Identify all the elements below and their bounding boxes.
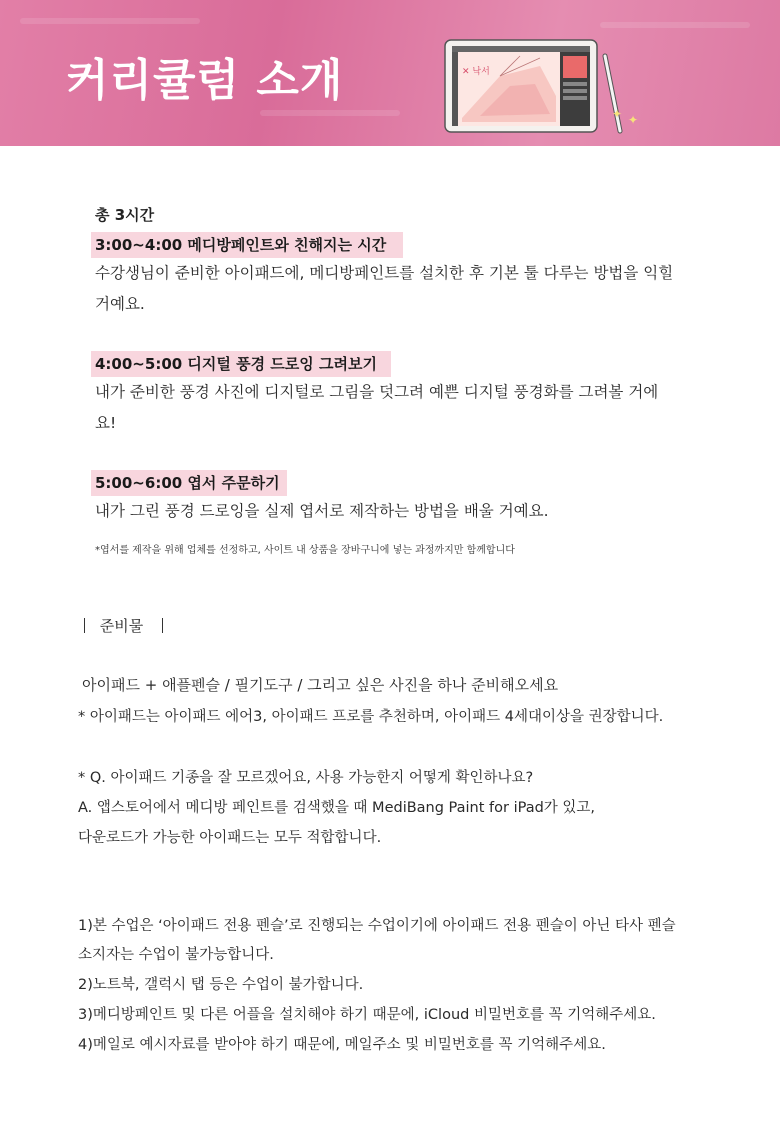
notice-2: 2)노트북, 갤럭시 탭 등은 수업이 불가합니다.	[78, 977, 364, 993]
notice-3: 3)메디방페인트 및 다른 어플을 설치해야 하기 때문에, iCloud 비밀번호를 꼭 기억해주세요.	[78, 1007, 656, 1023]
heading-bar-right	[162, 618, 163, 633]
svg-text:✦: ✦	[628, 113, 639, 127]
materials-heading-text: 준비물	[99, 617, 144, 635]
ipad-recommendation: * 아이패드는 아이패드 에어3, 아이패드 프로를 추천하며, 아이패드 4세대이상을 권장합니다.	[78, 709, 664, 725]
faq-answer-line-1: A. 앱스토어에서 메디방 페인트를 검색했을 때 MediBang Paint for iPad가 있고,	[78, 800, 596, 816]
banner-texture	[600, 22, 750, 28]
banner-texture	[20, 18, 200, 24]
ipad-drawing-illustration	[440, 36, 660, 146]
heading-bar-left	[84, 618, 85, 633]
materials-heading	[84, 615, 163, 636]
notice-1: 1)본 수업은 ‘아이패드 전용 펜슬’로 진행되는 수업이기에 아이패드 전용 펜슬이 아닌 타사 펜슬	[78, 918, 676, 934]
faq-question: * Q. 아이패드 기종을 잘 모르겠어요, 사용 가능한지 어떻게 확인하나요?	[78, 770, 534, 786]
total-duration: 총 3시간	[95, 206, 155, 224]
faq-answer-line-2: 다운로드가 가능한 아이패드는 모두 적합합니다.	[78, 830, 382, 846]
footnote: *엽서를 제작을 위해 업체를 선정하고, 사이트 내 상품을 장바구니에 넣는 과정까지만 함께합니다	[95, 545, 515, 556]
banner-texture	[260, 110, 400, 116]
session-2-description: 내가 준비한 풍경 사진에 디지털로 그림을 덧그려 예쁜 디지털 풍경화를 그려볼 거에요!	[95, 383, 659, 432]
materials-list: 아이패드 + 애플펜슬 / 필기도구 / 그리고 싶은 사진을 하나 준비해오세요	[82, 676, 559, 694]
session-1-description: 수강생님이 준비한 아이패드에, 메디방페인트를 설치한 후 기본 툴 다루는 방법을 익힐 거예요.	[95, 264, 674, 313]
notice-4: 4)메일로 예시자료를 받아야 하기 때문에, 메일주소 및 비밀번호를 꼭 기억해주세요.	[78, 1037, 606, 1053]
page-title: 커리큘럼 소개	[66, 55, 344, 106]
header-banner	[0, 0, 780, 146]
svg-text:✕ 낙서: ✕ 낙서	[462, 67, 490, 77]
notice-1-cont: 소지자는 수업이 불가능합니다.	[78, 947, 274, 963]
svg-text:✦: ✦	[612, 107, 623, 121]
session-3-title: 5:00~6:00 엽서 주문하기	[91, 470, 287, 496]
session-1-title: 3:00~4:00 메디방페인트와 친해지는 시간	[91, 232, 403, 258]
session-3-description: 내가 그린 풍경 드로잉을 실제 엽서로 제작하는 방법을 배울 거예요.	[95, 502, 549, 520]
session-2-title: 4:00~5:00 디지털 풍경 드로잉 그려보기	[91, 351, 391, 377]
